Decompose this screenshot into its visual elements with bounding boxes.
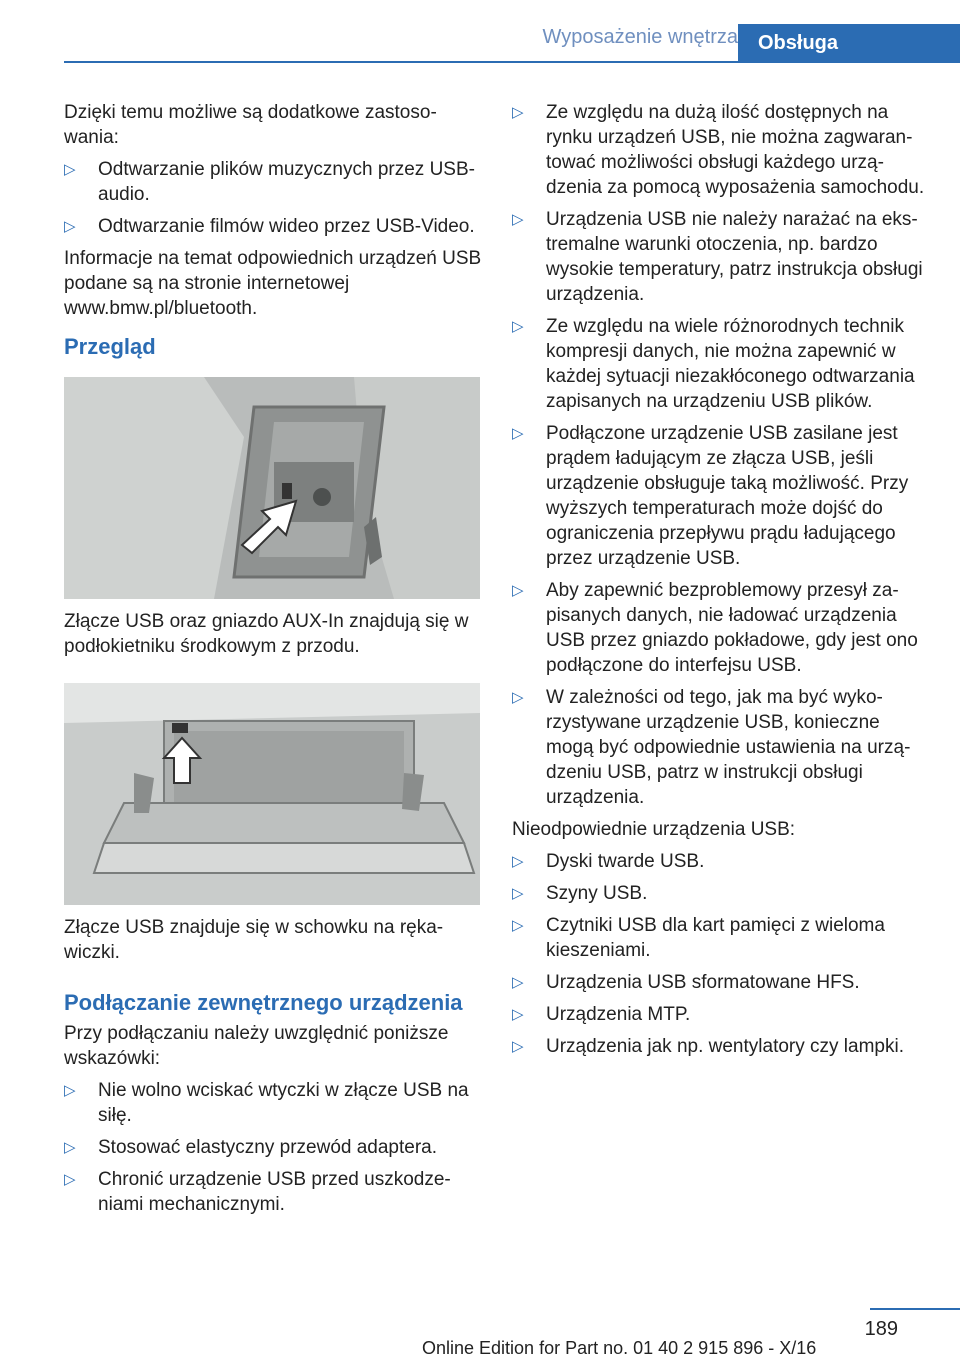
edition-footer: Online Edition for Part no. 01 40 2 915 896 - X/16 — [422, 1338, 817, 1358]
section-heading-overview: Przegląd — [64, 334, 156, 359]
header-chapter-tab — [738, 24, 960, 62]
right-column — [512, 100, 932, 1066]
list-item: ▷ Ze względu na wiele różnorodnych technik kompresji danych, nie można zapewnić w każdej sytuacji niezakłóconego odtwarzania zapisanych na urządzeniu USB plików. — [512, 314, 932, 414]
list-item: ▷ Ze względu na dużą ilość dostępnych na rynku urządzeń USB, nie można zagwarantować możliwości obsługi każdego urządzenia za pomocą wyposażenia samochodu. — [512, 100, 932, 200]
unsuitable-devices-title: Nieodpowiednie urządzenia USB: — [512, 819, 796, 840]
list-item: ▷ Czytniki USB dla kart pamięci z wieloma kieszeniami. — [512, 913, 932, 963]
list-item: ▷ Aby zapewnić bezproblemowy przesył zapisanych danych, nie ładować urządzenia USB przez gniazdo pokładowe, gdy jest ono podłączone do interfejsu USB. — [512, 578, 932, 678]
header-rule — [64, 61, 960, 63]
list-item: ▷ W zależności od tego, jak ma być wykorzystywane urządzenie USB, konieczne mogą być odpowiednie ustawienia na urządzeniu USB, patrz w instrukcji obsługi urządzenia. — [512, 685, 932, 810]
header-chapter-label: Obsługa — [758, 31, 839, 54]
list-item: ▷ Dyski twarde USB. — [512, 849, 932, 874]
usb-applications-list — [64, 157, 482, 239]
photo-caption-armrest: Złącze USB oraz gniazdo AUX-In znajdują się w podłokietniku środkowym z przodu. — [64, 611, 469, 657]
page-number: 189 — [864, 1318, 898, 1340]
connect-tips-list — [64, 1078, 482, 1217]
list-item: ▷ Szyny USB. — [512, 881, 932, 906]
armrest-usb-photo — [64, 377, 480, 599]
list-item: ▷ Nie wolno wciskać wtyczki w złącze USB na siłę. — [64, 1078, 482, 1128]
header-section-title: Wyposażenie wnętrza — [542, 26, 738, 48]
photo-caption-glovebox: Złącze USB znajduje się w schowku na rękawiczki. — [64, 917, 444, 963]
unsuitable-devices-list — [512, 849, 932, 1059]
left-column — [64, 100, 482, 1224]
page-header — [0, 0, 960, 62]
list-item: ▷ Odtwarzanie plików muzycznych przez USB-audio. — [64, 157, 482, 207]
list-item: ▷ Urządzenia USB nie należy narażać na ekstremalne warunki otoczenia, np. bardzo wysokie temperatury, patrz instrukcja obsługi urządzenia. — [512, 207, 932, 307]
section-heading-connect: Podłączanie zewnętrznego urządzenia — [64, 990, 463, 1015]
list-item: ▷ Urządzenia USB sformatowane HFS. — [512, 970, 932, 995]
connect-intro-paragraph: Przy podłączaniu należy uwzględnić poniższe wskazówki: — [64, 1023, 449, 1069]
list-item: ▷ Urządzenia MTP. — [512, 1002, 932, 1027]
list-item: ▷ Stosować elastyczny przewód adaptera. — [64, 1135, 482, 1160]
info-paragraph: Informacje na temat odpowiednich urządzeń USB podane są na stronie internetowej www.bmw.pl/bluetooth. — [64, 248, 482, 319]
list-item: ▷ Odtwarzanie filmów wideo przez USB-Video. — [64, 214, 482, 239]
list-item: ▷ Podłączone urządzenie USB zasilane jest prądem ładującym ze złącza USB, jeśli urządzenie obsługuje taką możliwość. Przy wyższych temperaturach może dojść do ograniczenia przepływu prądu ładującego przez urządzenie USB. — [512, 421, 932, 571]
footer-rule — [870, 1308, 960, 1310]
intro-paragraph: Dzięki temu możliwe są dodatkowe zastosowania: — [64, 102, 437, 148]
glovebox-usb-photo — [64, 683, 480, 905]
list-item: ▷ Urządzenia jak np. wentylatory czy lampki. — [512, 1034, 932, 1059]
usb-notes-list — [512, 100, 932, 810]
list-item: ▷ Chronić urządzenie USB przed uszkodzeniami mechanicznymi. — [64, 1167, 482, 1217]
